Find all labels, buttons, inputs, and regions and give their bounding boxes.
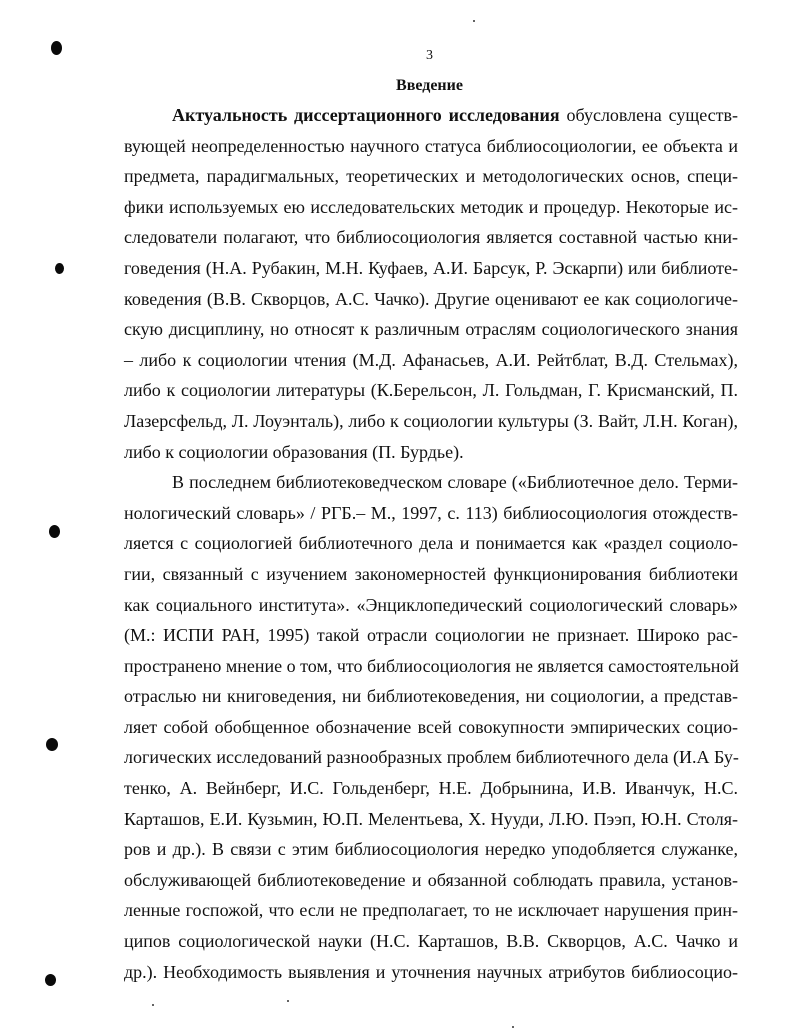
binder-hole-2 — [55, 263, 64, 274]
text-line: предмета, парадигмальных, теоретических и методологических основ, специ- — [124, 166, 738, 187]
scan-speck — [152, 1004, 154, 1006]
text-line: В последнем библиотековедческом словаре («Библиотечное дело. Терми- — [172, 472, 738, 493]
page-title: Введение — [396, 77, 463, 94]
text-line: как социального института». «Энциклопедический социологический словарь» — [124, 594, 738, 615]
text-line: др.). Необходимость выявления и уточнения научных атрибутов библиосоцио- — [124, 961, 738, 982]
text-line: – либо к социологии чтения (М.Д. Афанасьев, А.И. Рейтблат, В.Д. Стельмах), — [124, 349, 738, 370]
text-line: ленные госпожой, что если не предполагает, то не исключает нарушения прин- — [124, 900, 738, 921]
binder-hole-4 — [46, 738, 58, 751]
text-line: Карташов, Е.И. Кузьмин, Ю.П. Мелентьева, Х. Нууди, Л.Ю. Пээп, Ю.Н. Столя- — [124, 808, 738, 829]
text-line: ципов социологической науки (Н.С. Карташов, В.В. Скворцов, А.С. Чачко и — [124, 931, 738, 952]
text-line: ров и др.). В связи с этим библиосоциология нередко уподобляется служанке, — [124, 839, 738, 860]
text-line: либо к социологии образования (П. Бурдье). — [124, 441, 464, 462]
text-line — [124, 100, 738, 131]
text-line: коведения (В.В. Скворцов, А.С. Чачко). Другие оценивают ее как социологиче- — [124, 288, 738, 309]
text-line-content: обусловлена существ- — [559, 105, 738, 125]
text-line: (М.: ИСПИ РАН, 1995) такой отрасли социологии не признает. Широко рас- — [124, 625, 738, 646]
binder-hole-5 — [45, 974, 56, 986]
binder-hole-3 — [49, 525, 60, 538]
lead-phrase: Актуальность диссертационного исследования — [172, 105, 560, 125]
text-line: либо к социологии литературы (К.Берельсон, Л. Гольдман, Г. Крисманский, П. — [124, 380, 738, 401]
text-line: фики используемых ею исследовательских методик и процедур. Некоторые ис- — [124, 196, 738, 217]
text-line: нологический словарь» / РГБ.– М., 1997, с. 113) библиосоциология отождеств- — [124, 502, 738, 523]
scan-speck — [473, 20, 475, 22]
text-line: говедения (Н.А. Рубакин, М.Н. Куфаев, А.И. Барсук, Р. Эскарпи) или библиоте- — [124, 257, 738, 278]
text-line: вующей неопределенностью научного статуса библиосоциологии, ее объекта и — [124, 135, 738, 156]
page-number: 3 — [426, 48, 433, 63]
text-line: логических исследований разнообразных проблем библиотечного дела (И.А Бу- — [124, 747, 739, 768]
scan-speck — [287, 1000, 289, 1002]
text-line: ляет собой обобщенное обозначение всей совокупности эмпирических социо- — [124, 716, 738, 737]
text-line: пространено мнение о том, что библиосоциология не является самостоятельной — [124, 655, 740, 676]
text-line: отраслью ни книговедения, ни библиотековедения, ни социологии, а представ- — [124, 686, 738, 707]
text-line: скую дисциплину, но относят к различным отраслям социологического знания — [124, 319, 738, 340]
text-line: ляется с социологией библиотечного дела и понимается как «раздел социоло- — [124, 533, 738, 554]
text-line: Лазерсфельд, Л. Лоуэнталь), либо к социологии культуры (З. Вайт, Л.Н. Коган), — [124, 410, 738, 431]
text-line: гии, связанный с изучением закономерностей функционирования библиотеки — [124, 563, 738, 584]
scan-speck — [512, 1026, 514, 1028]
text-line: тенко, А. Вейнберг, И.С. Гольденберг, Н.Е. Добрынина, И.В. Иванчук, Н.С. — [124, 778, 738, 799]
text-line: обслуживающей библиотековедение и обязанной соблюдать правила, установ- — [124, 869, 738, 890]
body-text — [124, 100, 738, 987]
text-line: следователи полагают, что библиосоциология является составной частью кни- — [124, 227, 738, 248]
